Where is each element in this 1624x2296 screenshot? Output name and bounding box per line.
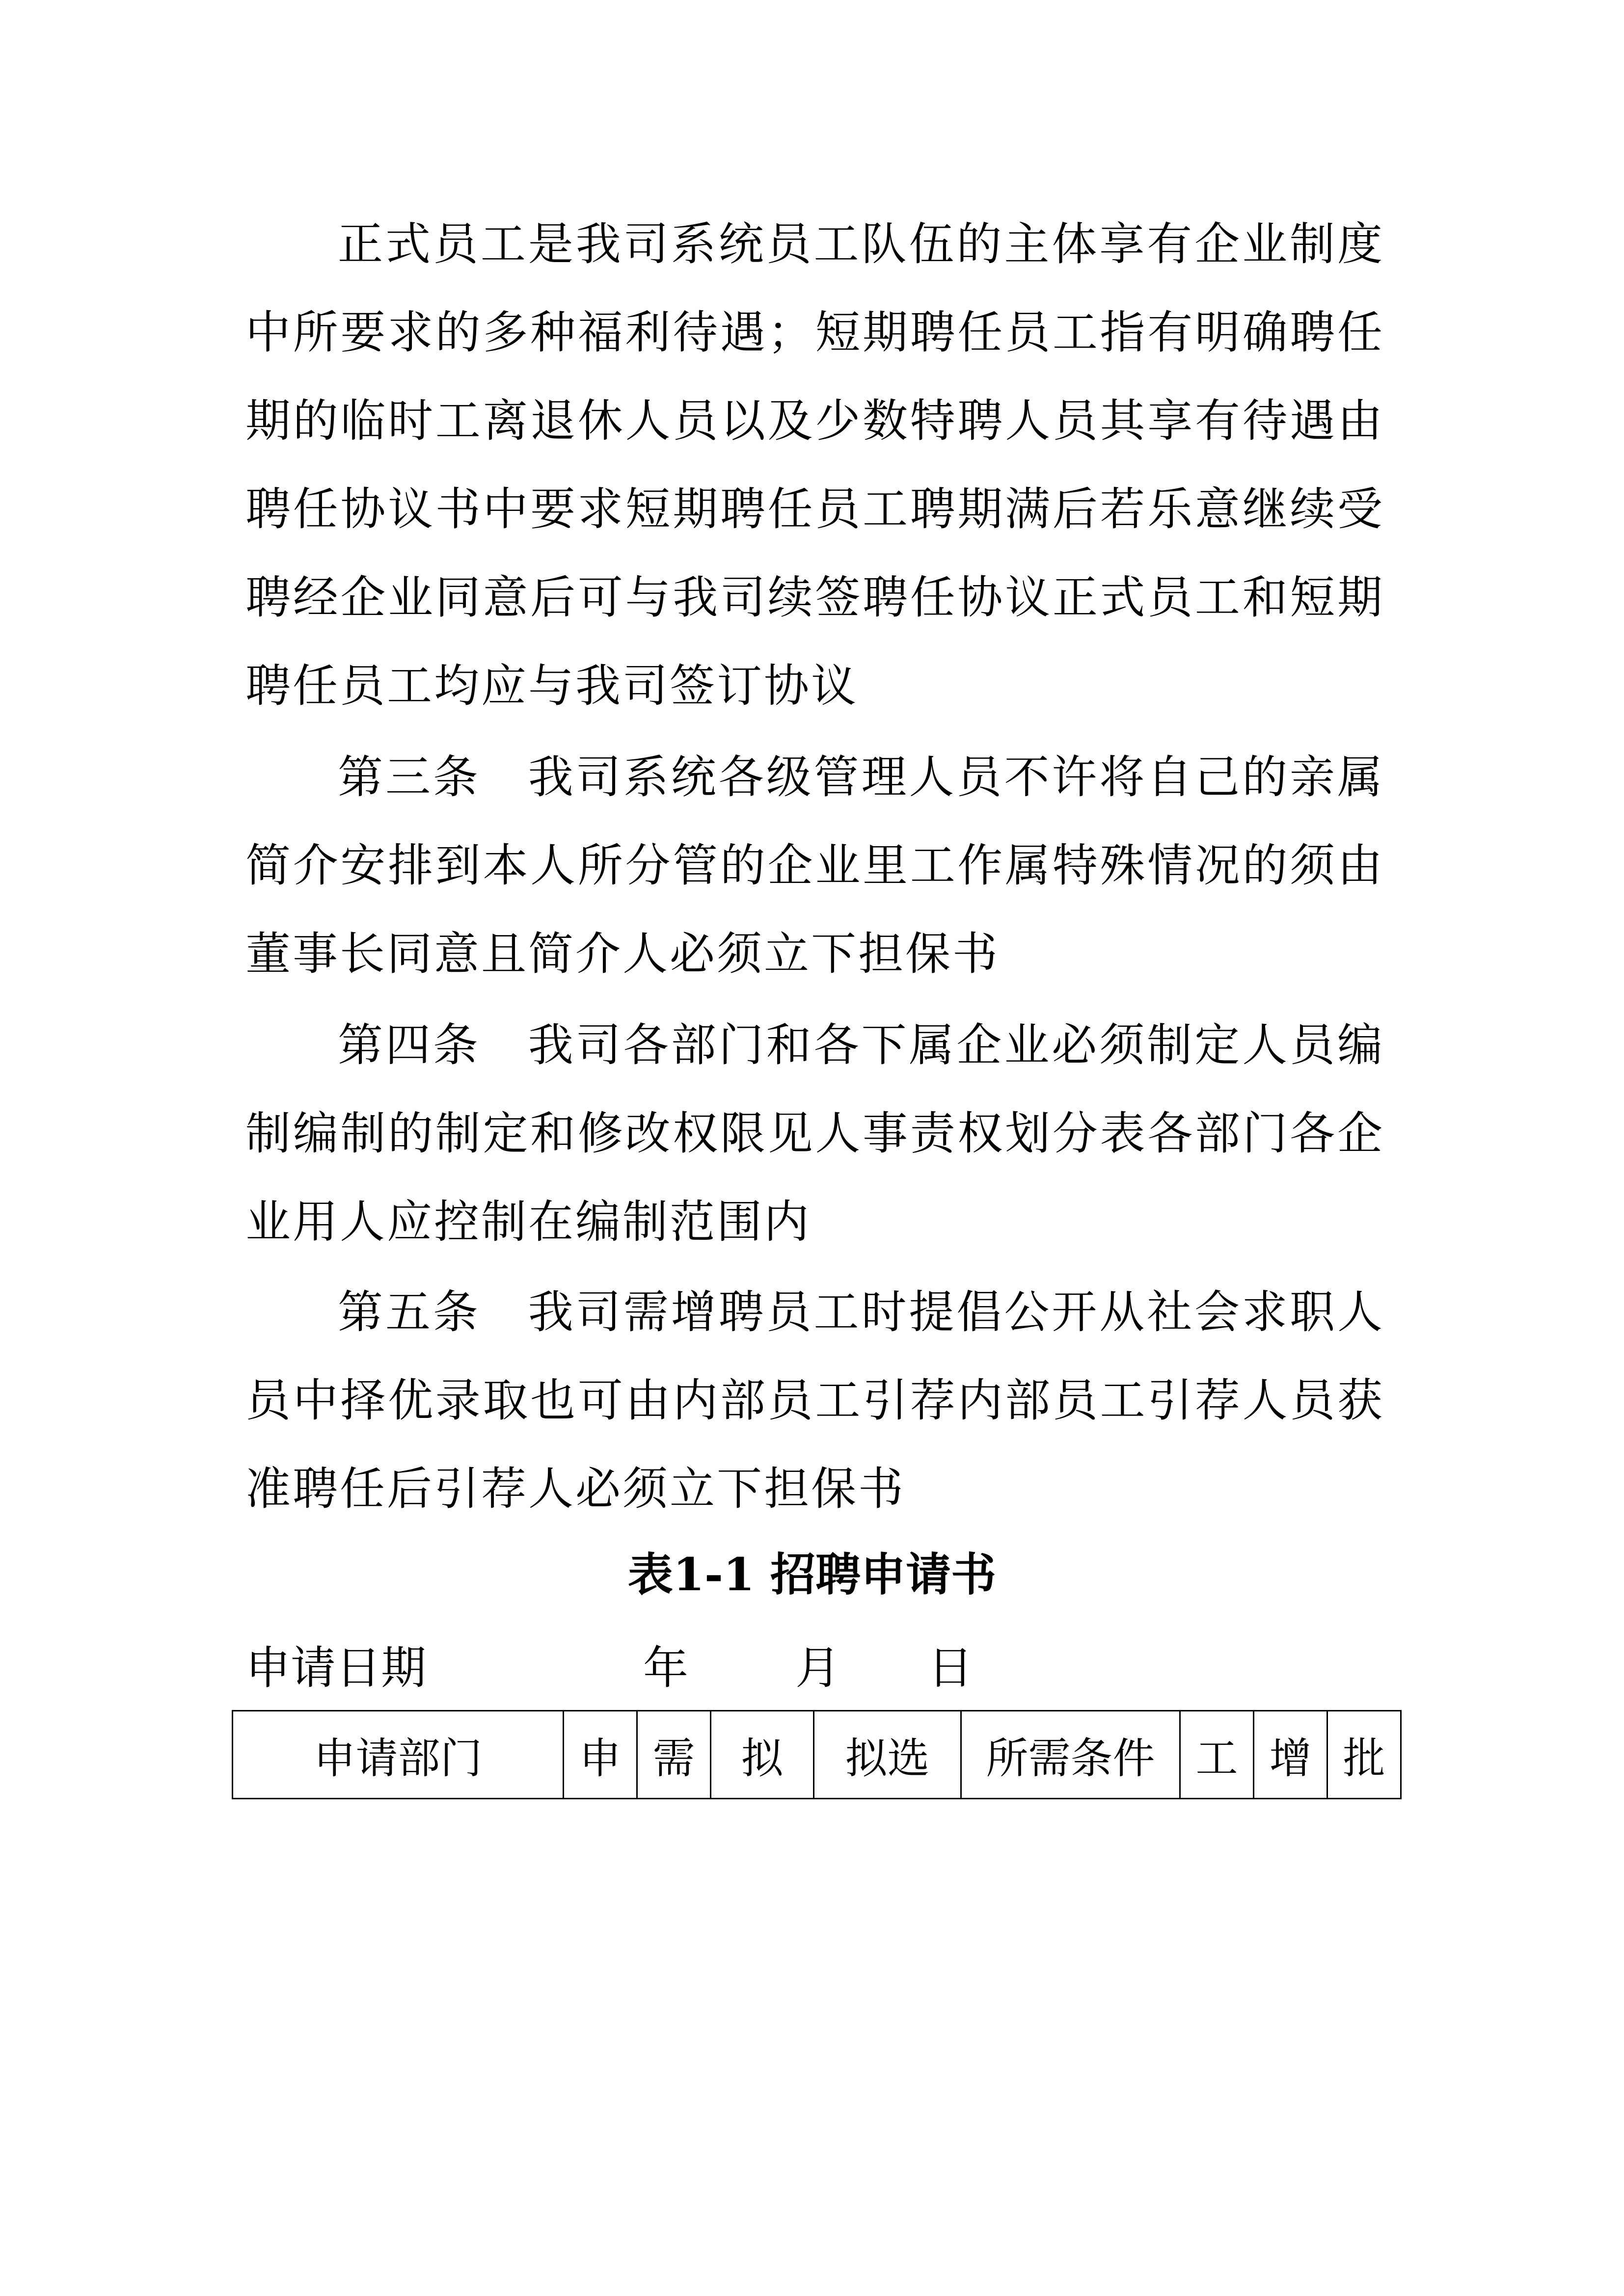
paragraph-article-5: 第五条 我司需增聘员工时提倡公开从社会求职人员中择优录取也可由内部员工引荐内部员工引荐人员获准聘任后引荐人必须立下担保书 (245, 1286, 1384, 1515)
paragraph-article-3: 第三条 我司系统各级管理人员不许将自己的亲属简介安排到本人所分管的企业里工作属特殊情况的须由董事长同意且简介人必须立下担保书 (245, 751, 1384, 980)
paragraph-employee-types: 正式员工是我司系统员工队伍的主体享有企业制度中所要求的多种福利待遇；短期聘任员工指有明确聘任期的临时工离退休人员以及少数特聘人员其享有待遇由聘任协议书中要求短期聘任员工聘期满后若乐意继续受聘经企业同意后可与我司续签聘任协议正式员工和短期聘任员工均应与我司签订协议 (245, 218, 1384, 712)
header-cell-apply: 申 (564, 1711, 637, 1799)
application-date-line (245, 1636, 1424, 1700)
date-day-label: 日 (928, 1642, 974, 1694)
header-cell-work: 工 (1180, 1711, 1254, 1799)
table-header-row (233, 1711, 1401, 1799)
date-label: 申请日期 (245, 1642, 427, 1694)
recruitment-application-table (232, 1710, 1402, 1799)
header-cell-planned: 拟 (711, 1711, 814, 1799)
date-year-label: 年 (643, 1642, 689, 1694)
header-cell-approve: 批 (1327, 1711, 1401, 1799)
paragraph-article-4: 第四条 我司各部门和各下属企业必须制定人员编制编制的制定和修改权限见人事责权划分表各部门各企业用人应控制在编制范围内 (245, 1019, 1384, 1248)
header-cell-department: 申请部门 (233, 1711, 564, 1799)
header-cell-need: 需 (637, 1711, 711, 1799)
header-cell-increase: 增 (1254, 1711, 1327, 1799)
header-cell-planned-select: 拟选 (814, 1711, 961, 1799)
date-month-label: 月 (795, 1642, 841, 1694)
table-title: 表1-1 招聘申请书 (627, 1548, 997, 1601)
header-cell-requirements: 所需条件 (961, 1711, 1180, 1799)
